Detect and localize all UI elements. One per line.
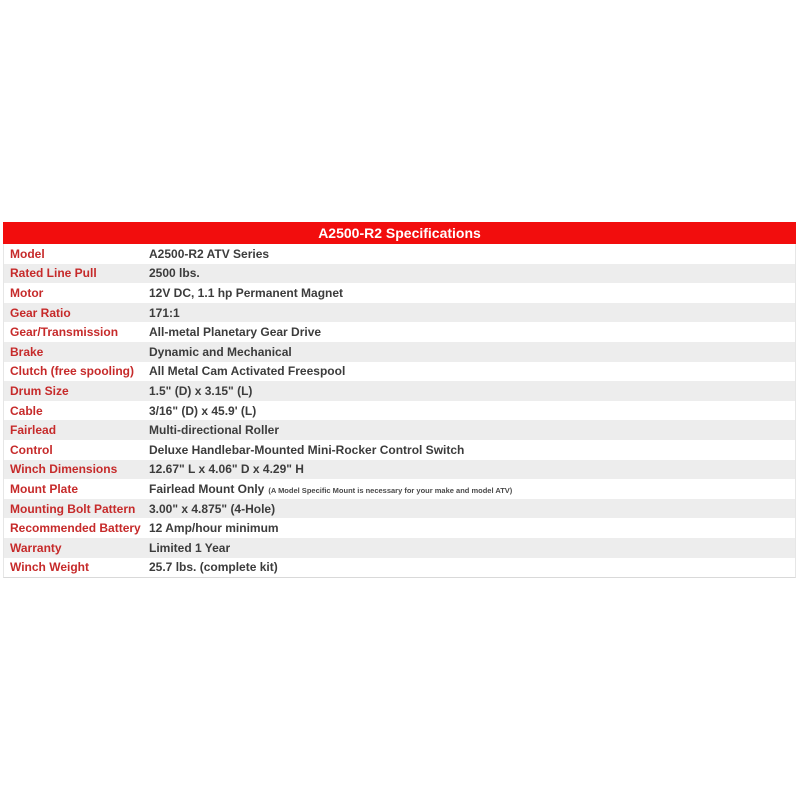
spec-label: Mounting Bolt Pattern: [10, 501, 136, 516]
spec-label: Gear Ratio: [10, 305, 71, 320]
spec-row: [4, 322, 795, 342]
spec-value-text: Limited 1 Year: [149, 540, 231, 555]
spec-value: [149, 384, 795, 398]
spec-label: Drum Size: [10, 383, 69, 398]
spec-row: [4, 440, 795, 460]
spec-row: [4, 381, 795, 401]
spec-table-title: A2500-R2 Specifications: [3, 222, 796, 244]
spec-value: [149, 286, 795, 300]
spec-label: Recommended Battery: [10, 521, 141, 536]
spec-label: Brake: [10, 344, 44, 359]
spec-row: [4, 518, 795, 538]
spec-value-text: 12.67" L x 4.06" D x 4.29" H: [149, 462, 304, 477]
spec-value-note: (A Model Specific Mount is necessary for your make and model ATV): [268, 485, 513, 495]
spec-row: [4, 283, 795, 303]
spec-value: [149, 306, 795, 320]
spec-row: [4, 303, 795, 323]
spec-label: Cable: [10, 403, 43, 418]
spec-label: Motor: [10, 285, 44, 300]
spec-value: [149, 521, 795, 535]
spec-row: [4, 264, 795, 284]
spec-value-text: 1.5" (D) x 3.15" (L): [149, 383, 253, 398]
spec-row: [4, 401, 795, 421]
spec-value: [149, 266, 795, 280]
spec-label: Clutch (free spooling): [10, 364, 134, 379]
spec-row: [4, 342, 795, 362]
spec-rows: [3, 244, 796, 578]
spec-value-text: Deluxe Handlebar-Mounted Mini-Rocker Control Switch: [149, 442, 465, 457]
spec-label: Gear/Transmission: [10, 325, 119, 340]
spec-value: [149, 462, 795, 476]
spec-value-text: Fairlead Mount Only: [149, 481, 265, 496]
spec-value-text: Multi-directional Roller: [149, 423, 280, 438]
spec-label: Mount Plate: [10, 481, 78, 496]
spec-row: [4, 499, 795, 519]
spec-row: [4, 362, 795, 382]
spec-row: [4, 479, 795, 499]
spec-row: [4, 460, 795, 480]
spec-value: [149, 247, 795, 261]
spec-value-text: A2500-R2 ATV Series: [149, 246, 270, 261]
spec-value-text: All Metal Cam Activated Freespool: [149, 364, 346, 379]
specifications-table: [3, 222, 796, 578]
spec-row: [4, 538, 795, 558]
spec-value: [149, 364, 795, 378]
spec-value-text: 12 Amp/hour minimum: [149, 521, 279, 536]
spec-value: [149, 325, 795, 339]
spec-label: Warranty: [10, 540, 62, 555]
spec-value-text: 2500 lbs.: [149, 266, 200, 281]
spec-value-text: 171:1: [149, 305, 180, 320]
spec-value-text: 12V DC, 1.1 hp Permanent Magnet: [149, 285, 344, 300]
spec-value: [149, 423, 795, 437]
spec-label: Winch Dimensions: [10, 462, 118, 477]
spec-value: [149, 443, 795, 457]
spec-value-text: Dynamic and Mechanical: [149, 344, 292, 359]
spec-value: [149, 482, 795, 496]
spec-label: Rated Line Pull: [10, 266, 97, 281]
spec-value-text: All-metal Planetary Gear Drive: [149, 325, 322, 340]
spec-value-text: 3.00" x 4.875" (4-Hole): [149, 501, 276, 516]
spec-label: Fairlead: [10, 423, 57, 438]
spec-value: [149, 345, 795, 359]
spec-label: Winch Weight: [10, 560, 89, 575]
spec-row: [4, 244, 795, 264]
spec-value: [149, 404, 795, 418]
spec-value-text: 3/16" (D) x 45.9' (L): [149, 403, 257, 418]
spec-value: [149, 541, 795, 555]
spec-label: Control: [10, 442, 53, 457]
spec-row: [4, 558, 795, 578]
spec-value: [149, 502, 795, 516]
spec-label: Model: [10, 246, 45, 261]
spec-value-text: 25.7 lbs. (complete kit): [149, 560, 278, 575]
spec-value: [149, 560, 795, 574]
spec-row: [4, 420, 795, 440]
